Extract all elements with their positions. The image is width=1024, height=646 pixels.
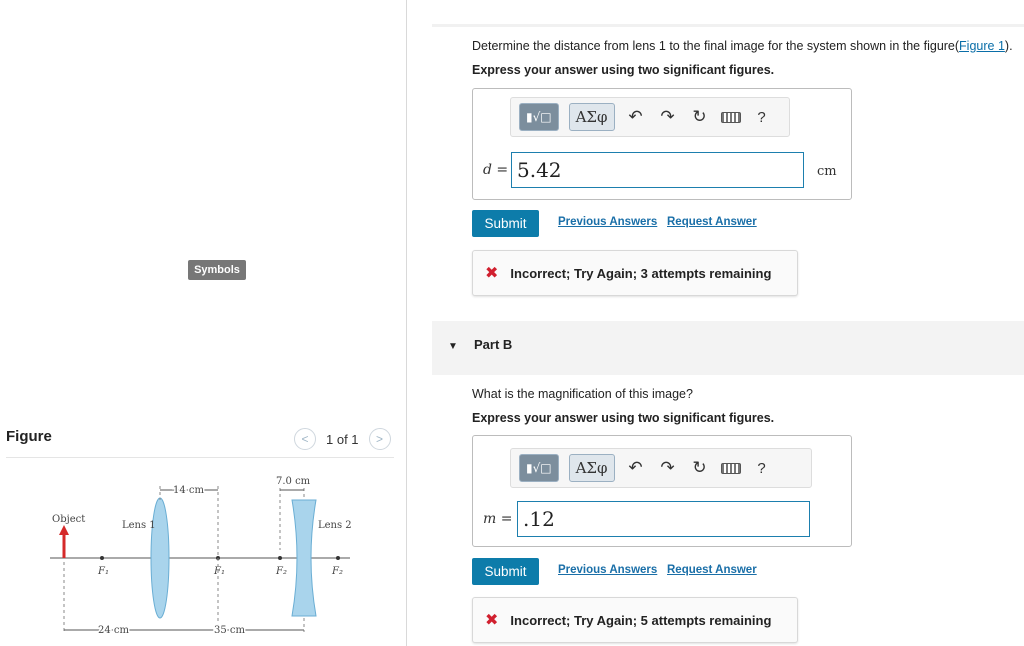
focal-label: F₂	[332, 566, 343, 577]
lens-system-diagram	[40, 470, 360, 640]
symbols-palette-button[interactable]: ΑΣφ	[569, 103, 615, 131]
focal-label: F₁	[214, 566, 225, 577]
top-divider	[432, 24, 1024, 27]
help-icon[interactable]: ?	[757, 108, 766, 126]
part-b-answer-box	[472, 435, 852, 547]
collapse-caret-icon[interactable]: ▼	[448, 341, 458, 352]
focal-label: F₂	[276, 566, 287, 577]
dim-35-label: 35 cm	[214, 625, 245, 636]
lens-2-label: Lens 2	[318, 520, 352, 531]
symbols-button[interactable]: Symbols	[188, 260, 246, 280]
figure-pager	[294, 428, 391, 450]
figure-title: Figure	[6, 428, 52, 445]
figure-divider	[6, 457, 394, 458]
reset-icon[interactable]: ↻	[692, 458, 707, 477]
feedback-text: Incorrect; Try Again; 3 attempts remaining	[510, 265, 772, 281]
unit-label: cm	[817, 164, 837, 179]
lens-1	[151, 498, 169, 618]
part-title: Part B	[474, 337, 513, 352]
templates-button[interactable]: ▮√□	[519, 454, 559, 482]
question-text: Determine the distance from lens 1 to the final image for the system shown in the figure(	[472, 39, 960, 53]
request-answer-link[interactable]: Request Answer	[667, 216, 757, 228]
part-a-question	[472, 39, 1013, 53]
help-icon[interactable]: ?	[757, 459, 766, 477]
incorrect-icon: ✖	[485, 612, 499, 629]
answer-input[interactable]: .12	[517, 501, 810, 537]
figure-link[interactable]: Figure 1	[959, 39, 1005, 53]
dim-14-label: 14 cm	[173, 485, 204, 496]
previous-answers-link[interactable]: Previous Answers	[558, 564, 658, 576]
feedback-text: Incorrect; Try Again; 5 attempts remaining	[510, 612, 772, 628]
redo-icon[interactable]: ↷	[660, 458, 675, 477]
variable-label: m =	[483, 511, 513, 527]
figure-count: 1 of 1	[326, 431, 359, 447]
focal-label: F₁	[98, 566, 109, 577]
feedback-message	[472, 597, 798, 643]
incorrect-icon: ✖	[485, 265, 499, 282]
lens-1-label: Lens 1	[122, 520, 156, 531]
part-a-answer-box	[472, 88, 852, 200]
question-text-end: ).	[1004, 39, 1013, 53]
submit-button[interactable]: Submit	[472, 558, 539, 585]
question-panel	[408, 0, 1024, 646]
math-toolbar	[510, 448, 812, 488]
previous-answers-link[interactable]: Previous Answers	[558, 216, 658, 228]
dim-24-label: 24 cm	[98, 625, 129, 636]
answer-input[interactable]: 5.42	[511, 152, 804, 188]
keyboard-icon[interactable]	[721, 112, 741, 123]
undo-icon[interactable]: ↶	[628, 107, 643, 126]
undo-icon[interactable]: ↶	[628, 458, 643, 477]
prev-figure-button[interactable]: <	[294, 428, 316, 450]
object-arrow-head	[59, 525, 69, 535]
figure-panel	[0, 0, 407, 646]
part-b-question: What is the magnification of this image?	[472, 387, 693, 401]
object-label: Object	[52, 514, 86, 525]
math-toolbar	[510, 97, 790, 137]
reset-icon[interactable]: ↻	[692, 107, 707, 126]
templates-button[interactable]: ▮√□	[519, 103, 559, 131]
redo-icon[interactable]: ↷	[660, 107, 675, 126]
part-b-instruction: Express your answer using two significant figures.	[472, 411, 775, 425]
keyboard-icon[interactable]	[721, 463, 741, 474]
dim-7-label: 7.0 cm	[276, 476, 311, 487]
feedback-message	[472, 250, 798, 296]
part-a-instruction: Express your answer using two significant figures.	[472, 63, 775, 77]
variable-label: d =	[483, 162, 509, 178]
part-b-header[interactable]	[432, 321, 1024, 375]
request-answer-link[interactable]: Request Answer	[667, 564, 757, 576]
next-figure-button[interactable]: >	[369, 428, 391, 450]
submit-button[interactable]: Submit	[472, 210, 539, 237]
symbols-palette-button[interactable]: ΑΣφ	[569, 454, 615, 482]
